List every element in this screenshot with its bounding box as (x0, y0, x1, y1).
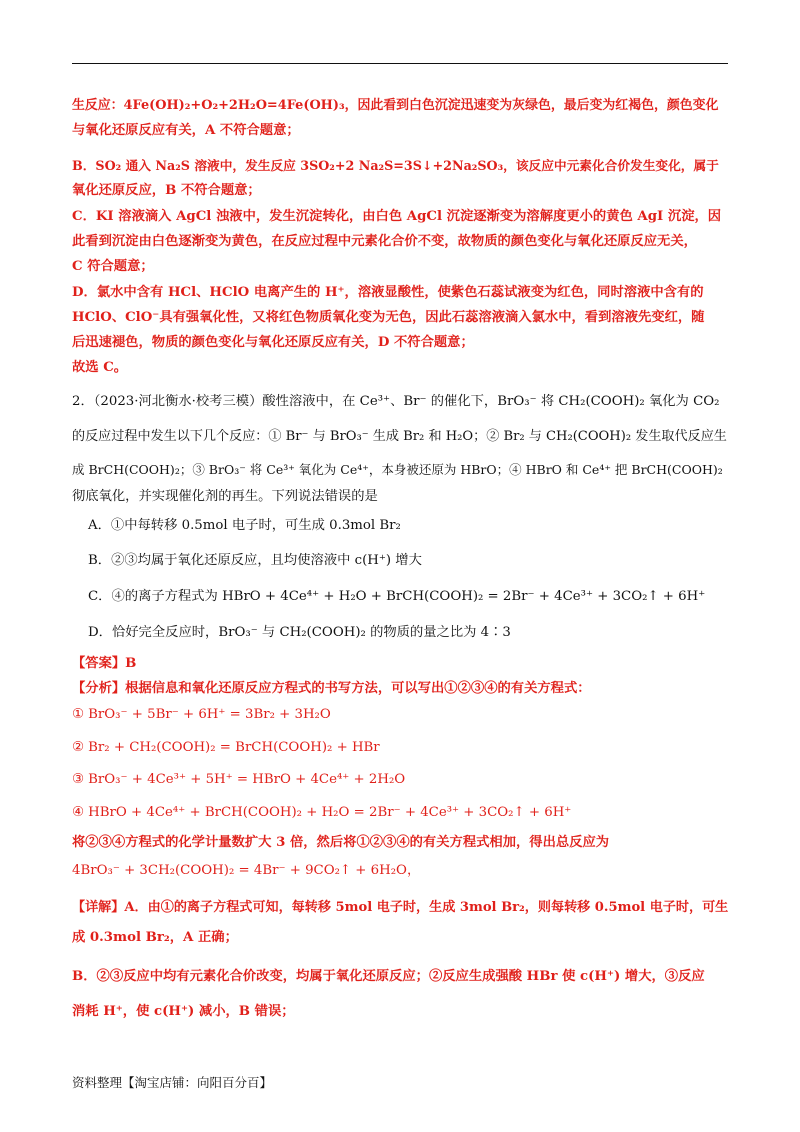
text-line: 将②③④方程式的化学计量数扩大 3 倍，然后将①②③④的有关方程式相加，得出总反应为 (72, 835, 610, 850)
total-equation: 4BrO₃⁻ + 3CH₂(COOH)₂ = 4Br⁻ + 9CO₂↑ + 6H₂O， (72, 863, 421, 878)
detail-line: B．②③反应中均有元素化合价改变，均属于氧化还原反应；②反应生成强酸 HBr 使 c(H⁺) 增大，③反应 (72, 969, 705, 984)
text-line: 后迅速褪色，物质的颜色变化与氧化还原反应有关，D 不符合题意； (72, 335, 474, 350)
question-stem: 2．（2023·河北衡水·校考三模）酸性溶液中，在 Ce³⁺、Br⁻ 的催化下，BrO₃⁻ 将 CH₂(COOH)₂ 氧化为 CO₂ (72, 394, 720, 409)
text-line: 与氧化还原反应有关，A 不符合题意； (72, 123, 300, 138)
option-b: B．②③均属于氧化还原反应，且均使溶液中 c(H⁺) 增大 (88, 553, 422, 568)
question-stem: 成 BrCH(COOH)₂；③ BrO₃⁻ 将 Ce³⁺ 氧化为 Ce⁴⁺，本身被还原为 HBrO；④ HBrO 和 Ce⁴⁺ 把 BrCH(COOH)₂ (72, 462, 723, 477)
answer-line: 【答案】B (72, 656, 137, 671)
text-line: 氧化还原反应，B 不符合题意； (72, 183, 261, 198)
text-line: D．氯水中含有 HCl、HClO 电离产生的 H⁺，溶液显酸性，使紫色石蕊试液变为红色，同时溶液中含有的 (72, 285, 704, 300)
text-line: 生反应：4Fe(OH)₂+O₂+2H₂O=4Fe(OH)₃，因此看到白色沉淀迅速变为灰绿色，最后变为红褐色，颜色变化 (72, 98, 719, 113)
equation-1: ① BrO₃⁻ + 5Br⁻ + 6H⁺ = 3Br₂ + 3H₂O (72, 707, 331, 722)
equation-3: ③ BrO₃⁻ + 4Ce³⁺ + 5H⁺ = HBrO + 4Ce⁴⁺ + 2H₂O (72, 772, 406, 787)
page-footer: 资料整理【淘宝店铺：向阳百分百】 (72, 1075, 273, 1090)
text-line: HClO、ClO⁻具有强氧化性，又将红色物质氧化变为无色，因此石蕊溶液滴入氯水中，看到溶液先变红，随 (72, 310, 705, 325)
option-d: D．恰好完全反应时，BrO₃⁻ 与 CH₂(COOH)₂ 的物质的量之比为 4∶3 (88, 625, 511, 640)
text-line: 此看到沉淀由白色逐渐变为黄色，在反应过程中元素化合价不变，故物质的颜色变化与氧化还原反应无关， (72, 234, 697, 249)
text-line: B．SO₂ 通入 Na₂S 溶液中，发生反应 3SO₂+2 Na₂S=3S↓+2Na₂SO₃，该反应中元素化合价发生变化，属于 (72, 158, 719, 173)
option-a: A．①中每转移 0.5mol 电子时，可生成 0.3mol Br₂ (88, 518, 401, 533)
detail-line: 消耗 H⁺，使 c(H⁺) 减小，B 错误； (72, 1004, 295, 1019)
option-c: C．④的离子方程式为 HBrO + 4Ce⁴⁺ + H₂O + BrCH(COOH)₂ = 2Br⁻ + 4Ce³⁺ + 3CO₂↑ + 6H⁺ (88, 589, 706, 604)
text-line: 故选 C。 (72, 360, 128, 375)
question-stem: 彻底氧化，并实现催化剂的再生。下列说法错误的是 (72, 489, 378, 504)
text-line: C 符合题意； (72, 259, 154, 274)
text-line: C．KI 溶液滴入 AgCl 浊液中，发生沉淀转化，由白色 AgCl 沉淀逐渐变为溶解度更小的黄色 AgI 沉淀，因 (72, 209, 722, 224)
equation-2: ② Br₂ + CH₂(COOH)₂ = BrCH(COOH)₂ + HBr (72, 740, 380, 755)
detail-line: 成 0.3mol Br₂，A 正确； (72, 930, 238, 945)
analysis-heading: 【分析】根据信息和氧化还原反应方程式的书写方法，可以写出①②③④的有关方程式： (72, 681, 591, 696)
equation-4: ④ HBrO + 4Ce⁴⁺ + BrCH(COOH)₂ + H₂O = 2Br⁻ + 4Ce³⁺ + 3CO₂↑ + 6H⁺ (72, 805, 572, 820)
header-rule (72, 63, 728, 64)
question-stem: 的反应过程中发生以下几个反应：① Br⁻ 与 BrO₃⁻ 生成 Br₂ 和 H₂O；② Br₂ 与 CH₂(COOH)₂ 发生取代反应生 (72, 429, 727, 444)
detail-line: 【详解】A．由①的离子方程式可知，每转移 5mol 电子时，生成 3mol Br₂，则每转移 0.5mol 电子时，可生 (72, 900, 729, 915)
